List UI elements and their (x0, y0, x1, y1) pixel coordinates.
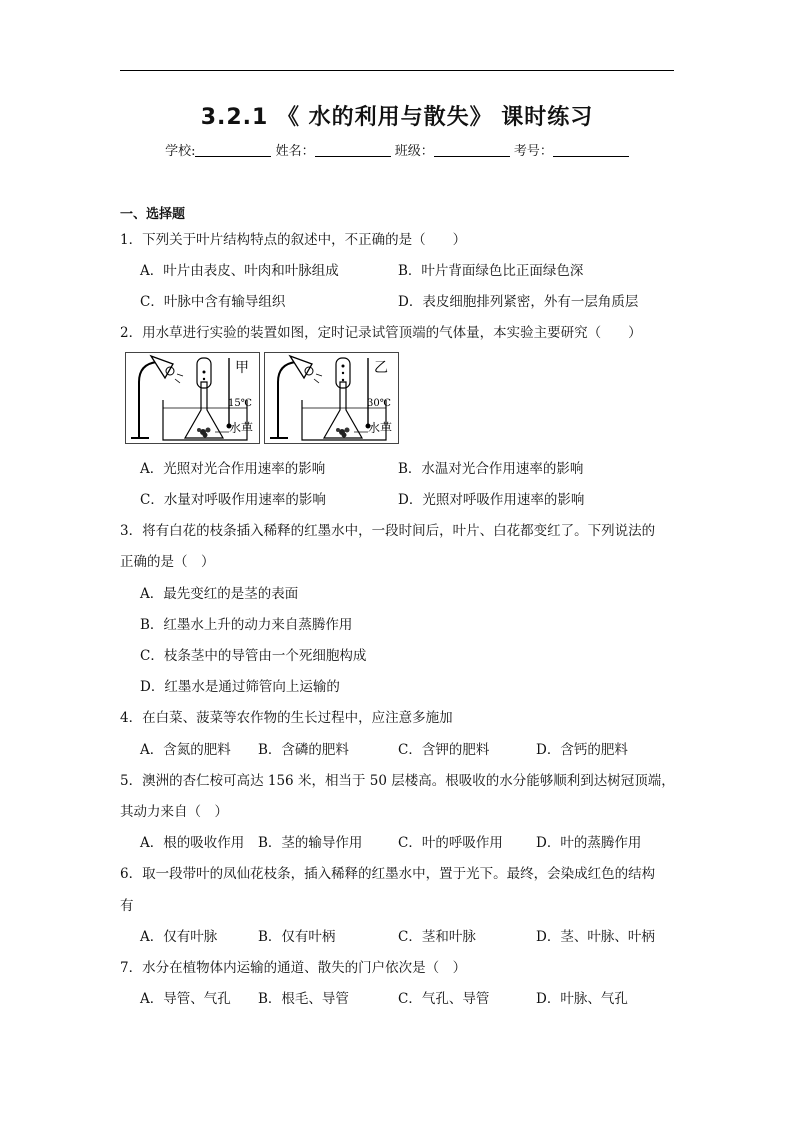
question-7-option-c[interactable]: C．气孔、导管 (398, 991, 490, 1007)
page-title: 3.2.1 《 水的利用与散失》 课时练习 (200, 105, 594, 130)
question-1-option-d[interactable]: D．表皮细胞排列紧密，外有一层角质层 (398, 294, 639, 310)
question-5-option-b[interactable]: B．茎的输导作用 (258, 835, 363, 851)
name-blank[interactable] (315, 143, 391, 157)
question-7-option-a[interactable]: A．导管、气孔 (140, 991, 231, 1007)
school-label: 学校: (165, 144, 196, 159)
plant-label-jia: 水草 (229, 421, 254, 435)
exam-number-label: 考号： (513, 144, 553, 159)
school-blank[interactable] (195, 143, 271, 157)
experiment-figure (125, 352, 400, 444)
question-3-option-b[interactable]: B．红墨水上升的动力来自蒸腾作用 (140, 617, 353, 633)
question-3-option-d[interactable]: D．红墨水是通过筛管向上运输的 (140, 679, 340, 695)
question-2-option-d[interactable]: D．光照对呼吸作用速率的影响 (398, 492, 585, 508)
question-1-option-a[interactable]: A．叶片由表皮、叶肉和叶脉组成 (140, 263, 339, 279)
question-2-option-a[interactable]: A．光照对光合作用速率的影响 (140, 461, 326, 477)
question-1-stem: 1．下列关于叶片结构特点的叙述中，不正确的是（ ） (120, 232, 467, 248)
question-5-option-d[interactable]: D．叶的蒸腾作用 (536, 835, 642, 851)
question-5-stem-line-1: 5．澳洲的杏仁桉可高达 156 米，相当于 50 层楼高。根吸收的水分能够顺利到达树冠顶端， (120, 773, 675, 789)
class-blank[interactable] (434, 143, 510, 157)
student-info-row (0, 140, 794, 159)
question-5-option-c[interactable]: C．叶的呼吸作用 (398, 835, 503, 851)
question-6-option-b[interactable]: B．仅有叶柄 (258, 929, 336, 945)
question-7-stem: 7．水分在植物体内运输的通道、散失的门户依次是（ ） (120, 960, 467, 976)
section-heading: 一、选择题 (120, 207, 186, 222)
question-4-option-a[interactable]: A．含氮的肥料 (140, 742, 231, 758)
question-6-option-d[interactable]: D．茎、叶脉、叶柄 (536, 929, 655, 945)
question-6-stem-line-2: 有 (120, 898, 134, 914)
question-2-option-c[interactable]: C．水量对呼吸作用速率的影响 (140, 492, 326, 508)
question-6-stem-line-1: 6．取一段带叶的凤仙花枝条，插入稀释的红墨水中，置于光下。最终，会染成红色的结构 (120, 866, 656, 882)
question-3-option-c[interactable]: C．枝条茎中的导管由一个死细胞构成 (140, 648, 367, 664)
question-5-option-a[interactable]: A．根的吸收作用 (140, 835, 245, 851)
question-4-stem: 4．在白菜、菠菜等农作物的生长过程中，应注意多施加 (120, 710, 453, 726)
question-3-option-a[interactable]: A．最先变红的是茎的表面 (140, 586, 299, 602)
question-2-stem: 2．用水草进行实验的装置如图，定时记录试管顶端的气体量，本实验主要研究（ ） (120, 325, 642, 341)
name-label: 姓名： (275, 144, 315, 159)
temperature-yi: 30℃ (367, 398, 391, 409)
plant-label-yi: 水草 (368, 421, 393, 435)
label-jia: 甲 (235, 360, 249, 376)
question-3-stem-line-1: 3．将有白花的枝条插入稀释的红墨水中，一段时间后，叶片、白花都变红了。下列说法的 (120, 523, 656, 539)
temperature-jia: 15℃ (228, 398, 252, 409)
class-label: 班级： (394, 144, 434, 159)
question-1-option-b[interactable]: B．叶片背面绿色比正面绿色深 (398, 263, 584, 279)
question-6-option-a[interactable]: A．仅有叶脉 (140, 929, 218, 945)
question-4-option-b[interactable]: B．含磷的肥料 (258, 742, 349, 758)
question-1-option-c[interactable]: C．叶脉中含有输导组织 (140, 294, 286, 310)
exam-number-blank[interactable] (553, 143, 629, 157)
question-2-option-b[interactable]: B．水温对光合作用速率的影响 (398, 461, 584, 477)
question-3-stem-line-2: 正确的是（ ） (120, 554, 215, 570)
top-rule (120, 70, 674, 71)
question-7-option-d[interactable]: D．叶脉、气孔 (536, 991, 628, 1007)
question-5-stem-line-2: 其动力来自（ ） (120, 804, 228, 820)
label-yi: 乙 (374, 360, 388, 376)
question-4-option-d[interactable]: D．含钙的肥料 (536, 742, 628, 758)
question-7-option-b[interactable]: B．根毛、导管 (258, 991, 349, 1007)
question-4-option-c[interactable]: C．含钾的肥料 (398, 742, 490, 758)
question-6-option-c[interactable]: C．茎和叶脉 (398, 929, 476, 945)
